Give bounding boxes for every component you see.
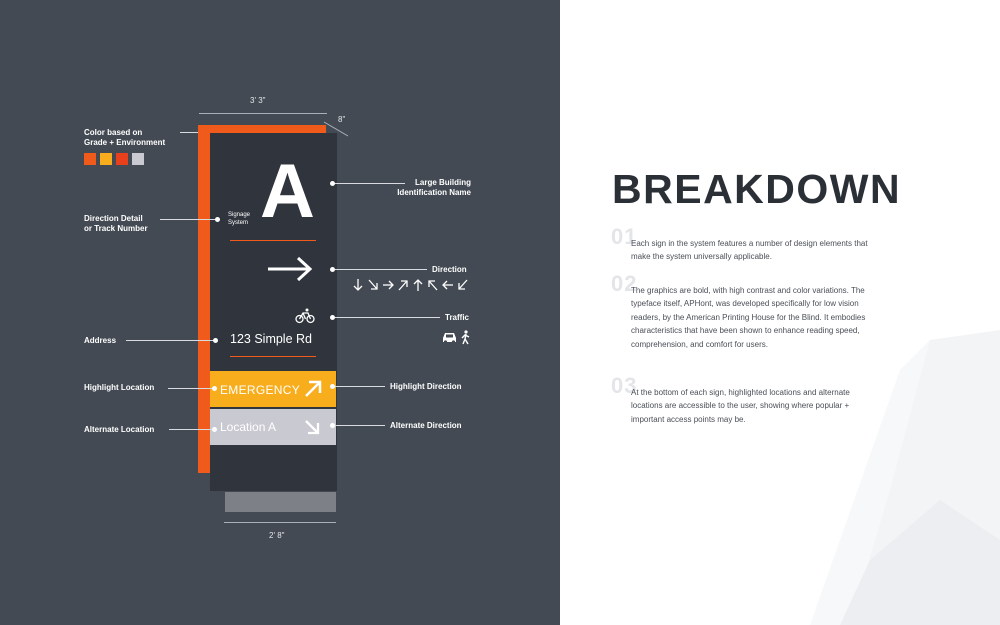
- arrow-up-icon: [414, 280, 422, 291]
- alternate-location-dot: [212, 427, 217, 432]
- arrow-down-left-icon: [459, 280, 467, 289]
- color-swatch-yellow: [100, 153, 112, 165]
- arrow-up-left-icon: [429, 281, 437, 290]
- arrow-up-right-icon: [399, 281, 407, 290]
- traffic-callout: Traffic: [445, 313, 470, 322]
- breakdown-panel: [560, 0, 1000, 625]
- direction-detail-dot: [215, 217, 220, 222]
- arrow-down-right-icon: [369, 280, 377, 289]
- sign-address: 123 Simple Rd: [230, 332, 312, 346]
- bicycle-icon: [295, 308, 315, 324]
- direction-line: [335, 269, 427, 270]
- color-swatch-red: [116, 153, 128, 165]
- arrow-right-icon: [383, 281, 393, 289]
- section-text-02: The graphics are bold, with high contrast and color variations. The typeface itself, APHont, was developed specifically for low vision readers, by the American Printing House for the Blind. It embodies characteristics that have been shown to enhance reading speed, comprehension, and comfort for users.: [631, 286, 866, 349]
- base-dimension: 2' 8": [269, 531, 285, 540]
- direction-detail-line: [160, 219, 216, 220]
- depth-dimension: 8": [338, 115, 346, 124]
- highlight-direction-callout: Highlight Direction: [390, 382, 462, 391]
- signage-system-label: Signage System: [228, 212, 251, 226]
- highlight-direction-line: [335, 386, 385, 387]
- section-text-01: Each sign in the system features a number of design elements that make the system universally applicable.: [631, 239, 868, 262]
- arrow-left-icon: [443, 281, 453, 289]
- highlight-location-line: [168, 388, 213, 389]
- sign-divider-top: [230, 240, 316, 241]
- traffic-line: [335, 317, 440, 318]
- alternate-direction-line: [335, 425, 385, 426]
- arrow-right-icon: [266, 255, 314, 283]
- address-dot: [213, 338, 218, 343]
- watermark-logo: [810, 330, 1000, 625]
- alternate-location-panel: [210, 409, 336, 445]
- building-letter: A: [260, 149, 315, 234]
- location-a-label: Location A: [220, 420, 277, 434]
- alternate-location-line: [169, 429, 213, 430]
- color-swatch-orange: [84, 153, 96, 165]
- color-swatch-grey: [132, 153, 144, 165]
- address-callout: Address: [84, 336, 117, 345]
- address-line: [126, 340, 214, 341]
- section-number-02: 02: [611, 271, 638, 296]
- highlight-location-panel: [210, 371, 336, 407]
- color-callout-line: [180, 132, 200, 133]
- sign-divider-bottom: [230, 356, 316, 357]
- arrow-down-right-icon: [303, 418, 321, 436]
- highlight-location-callout: Highlight Location: [84, 383, 155, 392]
- direction-callout: Direction: [432, 265, 467, 274]
- section-number-03: 03: [611, 373, 638, 398]
- highlight-location-dot: [212, 386, 217, 391]
- car-icon: [441, 331, 458, 344]
- color-callout-label: Color based on Grade + Environment: [84, 128, 166, 147]
- base-dimension-line: [224, 522, 336, 523]
- page-title: BREAKDOWN: [612, 166, 902, 212]
- direction-detail-callout: Direction Detail or Track Number: [84, 214, 148, 233]
- alternate-direction-callout: Alternate Direction: [390, 421, 462, 430]
- pedestrian-icon: [461, 330, 471, 345]
- section-number-01: 01: [611, 224, 638, 249]
- building-name-callout: Large Building Identification Name: [397, 178, 471, 197]
- width-dimension-line: [199, 113, 327, 114]
- sign-base: [225, 492, 336, 512]
- alternate-location-callout: Alternate Location: [84, 425, 155, 434]
- emergency-label: EMERGENCY: [220, 383, 301, 397]
- section-text-03: At the bottom of each sign, highlighted locations and alternate locations are accessible to the user, showing where popular + important access points may be.: [631, 388, 850, 424]
- width-dimension: 3' 3": [250, 96, 266, 105]
- arrow-up-right-icon: [303, 379, 323, 399]
- arrow-down-icon: [354, 279, 362, 290]
- direction-arrows-set: [352, 278, 472, 292]
